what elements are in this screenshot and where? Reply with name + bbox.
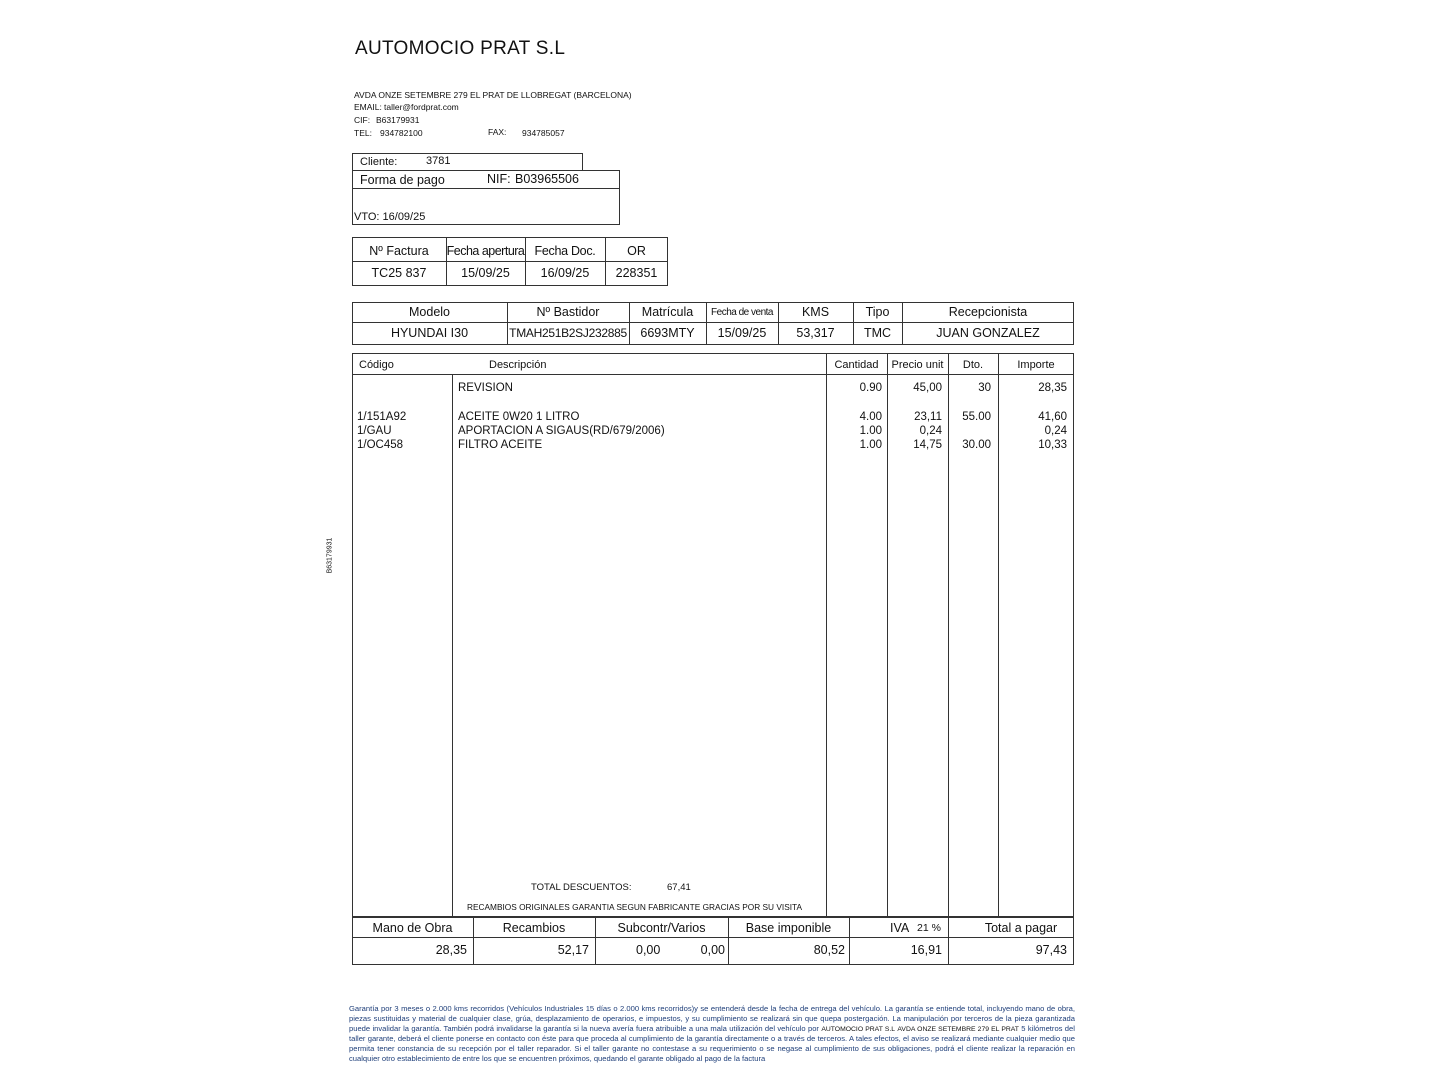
lines-col-sep (948, 353, 949, 917)
lines-note: RECAMBIOS ORIGINALES GARANTIA SEGUN FABRICANTE GRACIAS POR SU VISITA (467, 902, 803, 912)
invoice-doc-date: 16/09/25 (540, 266, 590, 280)
iva-label: IVA (890, 921, 910, 935)
invoice-header-cell: Fecha Doc. (534, 244, 596, 258)
mano-obra-value: 28,35 (435, 943, 467, 957)
lines-header-precio: Precio unit (891, 359, 944, 371)
lines-col-sep (887, 353, 888, 917)
recambios-label: Recambios (502, 921, 566, 935)
line-descripcion: REVISION (458, 382, 513, 394)
invoice-header-cell: Fecha apertura (446, 244, 525, 258)
totals-col-sep (849, 917, 850, 965)
warranty-text-a: Garantía por 3 meses o 2.000 kms recorridos (Vehículos Industriales 15 días o 2.000 kms recorridos)y se entenderá desde la fecha de entrega del vehículo. La garantía se entiende total, incluyendo mano de obra, piezas sustituidas y material de cualquier clase, grúa, desplazamiento de operarios, e impuestos, y su cumplimiento se realizará sin que quepa postergación. La manipulación por terceros de la pieza garantizada puede invalidar la garantía. También podrá invalidarse la garantía si la nueva avería fuera atribuible a una mala utilización del vehículo por (349, 1004, 1075, 1033)
totals-divider (352, 937, 1074, 938)
vehicle-header-cell: Modelo (409, 305, 450, 319)
total-descuentos-label: TOTAL DESCUENTOS: (531, 882, 632, 893)
line-dto: 30 (978, 382, 991, 394)
invoice-number: TC25 837 (371, 266, 427, 280)
iva-value: 16,91 (910, 943, 942, 957)
line-importe: 10,33 (1038, 439, 1067, 451)
base-imponible-value: 80,52 (813, 943, 845, 957)
company-address: AVDA ONZE SETEMBRE 279 EL PRAT DE LLOBREGAT (BARCELONA) (354, 90, 632, 100)
vehicle-model: HYUNDAI I30 (390, 326, 469, 340)
company-email-label: EMAIL: (354, 102, 382, 112)
line-precio: 0,24 (919, 425, 942, 437)
invoice-open-date: 15/09/25 (461, 266, 510, 280)
line-codigo: 1/GAU (357, 425, 392, 437)
company-tel: 934782100 (380, 128, 423, 138)
base-imponible-label: Base imponible (745, 921, 832, 935)
lines-header-cantidad: Cantidad (834, 359, 879, 371)
client-number: 3781 (426, 155, 451, 167)
mano-obra-label: Mano de Obra (372, 921, 453, 935)
invoice-info-divider (352, 261, 668, 262)
subcontr-value: 0,00 (636, 943, 661, 957)
line-importe: 41,60 (1038, 411, 1067, 423)
vehicle-sale-date: 15/09/25 (717, 326, 767, 340)
warranty-company: AUTOMOCIO PRAT S.L (821, 1025, 896, 1033)
vehicle-receptionist: JUAN GONZALEZ (936, 326, 1040, 340)
line-descripcion: FILTRO ACEITE (458, 439, 543, 451)
line-descripcion: APORTACION A SIGAUS(RD/679/2006) (458, 425, 665, 437)
forma-pago-label: Forma de pago (360, 173, 445, 187)
line-descripcion: ACEITE 0W20 1 LITRO (458, 411, 580, 423)
warranty-address: AVDA ONZE SETEMBRE 279 EL PRAT (897, 1025, 1019, 1033)
vehicle-vin: TMAH251B2SJ232885 (509, 326, 627, 340)
vehicle-type: TMC (863, 326, 892, 340)
line-cantidad: 4.00 (859, 411, 882, 423)
lines-col-sep (452, 374, 453, 917)
payment-divider (352, 188, 620, 189)
warranty-text (349, 1004, 1075, 1064)
company-cif-label: CIF: (354, 115, 371, 125)
vehicle-header-cell: Fecha de venta (711, 307, 773, 318)
line-dto: 30.00 (962, 439, 991, 451)
invoice-or: 228351 (615, 266, 658, 280)
vehicle-header-cell: Tipo (865, 305, 890, 319)
line-codigo: 1/OC458 (357, 439, 404, 451)
nif-value: B03965506 (515, 172, 579, 186)
total-pagar-label: Total a pagar (984, 921, 1058, 935)
company-name: AUTOMOCIO PRAT S.L (355, 38, 566, 59)
total-pagar-value: 97,43 (1035, 943, 1067, 957)
warranty-text-b: 5 kilómetros del taller garante, deberá el cliente ponerse en contacto con éste para que proceda al cumplimiento de la garantía directamente o a través de terceros. A tales efectos, el aviso se realizará mediante cualquier medio que permita tener constancia de su recepción por el taller reparador. Si el taller garante no contestase a su requerimiento o se negase al cumplimiento de sus obligaciones, podrá el cliente realizar la reparación en cualquier otro establecimiento de entre los que se encuentren próximos, quedando el garante obligado al pago de la factura (349, 1023, 1075, 1063)
vehicle-kms: 53,317 (796, 326, 835, 340)
company-email: taller@fordprat.com (384, 102, 459, 112)
lines-header-dto: Dto. (962, 359, 984, 371)
lines-col-sep (998, 353, 999, 917)
vehicle-plate: 6693MTY (640, 326, 695, 340)
lines-header-codigo: Código (359, 359, 394, 371)
iva-percent: 21 % (917, 922, 941, 934)
nif-label: NIF: (487, 172, 511, 186)
line-codigo: 1/151A92 (357, 411, 407, 423)
line-cantidad: 1.00 (859, 439, 882, 451)
line-precio: 14,75 (913, 439, 942, 451)
vehicle-header-cell: Recepcionista (948, 305, 1028, 319)
vehicle-header-cell: Matrícula (641, 305, 694, 319)
side-cif-code: B63179931 (326, 537, 334, 574)
lines-header-importe: Importe (1017, 359, 1055, 371)
line-importe: 0,24 (1044, 425, 1067, 437)
vehicle-divider (352, 322, 1074, 323)
line-cantidad: 1.00 (859, 425, 882, 437)
total-descuentos-value: 67,41 (667, 882, 691, 893)
company-tel-label: TEL: (354, 128, 372, 138)
vehicle-header-cell: Nº Bastidor (536, 305, 600, 319)
line-importe: 28,35 (1038, 382, 1067, 394)
varios-value: 0,00 (700, 943, 725, 957)
lines-header-descripcion: Descripción (489, 359, 547, 371)
line-dto: 55.00 (962, 411, 991, 423)
client-label: Cliente: (360, 156, 398, 168)
line-precio: 23,11 (914, 411, 942, 423)
invoice-header-cell: OR (627, 244, 646, 258)
line-precio: 45,00 (913, 382, 942, 394)
company-fax-label: FAX: (488, 127, 507, 137)
company-cif: B63179931 (376, 115, 420, 125)
invoice-header-cell: Nº Factura (369, 244, 429, 258)
line-cantidad: 0.90 (859, 382, 882, 394)
lines-header-divider (352, 374, 1074, 375)
vehicle-header-cell: KMS (801, 305, 830, 319)
recambios-value: 52,17 (557, 943, 589, 957)
lines-table (352, 353, 1074, 917)
lines-col-sep (826, 353, 827, 917)
company-fax: 934785057 (522, 128, 565, 138)
vto-date: VTO: 16/09/25 (354, 211, 426, 223)
subcontr-label: Subcontr/Varios (617, 921, 706, 935)
